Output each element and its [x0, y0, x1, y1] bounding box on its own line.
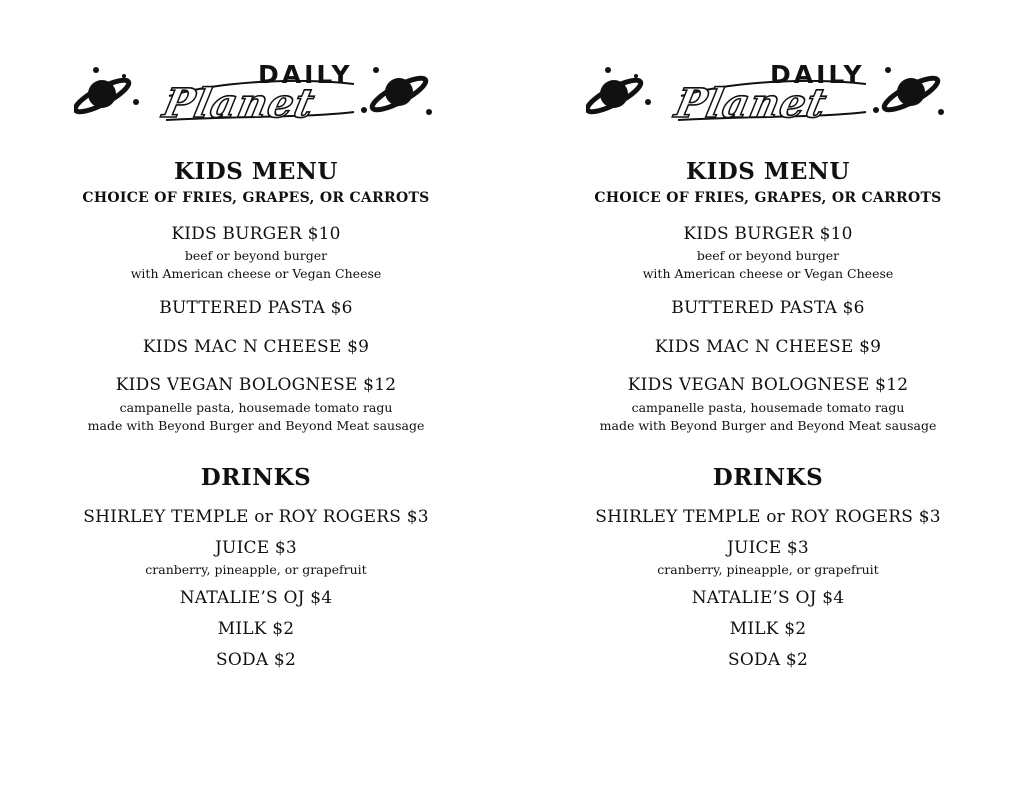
drink-item-shirley-temple: SHIRLEY TEMPLE or ROY ROGERS $3	[83, 507, 429, 527]
drink-item-soda: SODA $2	[216, 650, 296, 670]
drinks-title: DRINKS	[712, 464, 824, 491]
menu-item-desc: with American cheese or Vegan Cheese	[130, 266, 382, 281]
menu-item-desc: campanelle pasta, housemade tomato ragu	[119, 400, 393, 415]
planet-right-icon	[873, 67, 944, 115]
drinks-title: DRINKS	[200, 464, 312, 491]
menu-item-kids-burger: KIDS BURGER $10	[683, 224, 853, 244]
kids-menu-subtitle: CHOICE OF FRIES, GRAPES, OR CARROTS	[82, 190, 430, 206]
drink-item-desc: cranberry, pineapple, or grapefruit	[657, 562, 879, 577]
drink-item-juice: JUICE $3	[215, 538, 297, 558]
menu-item-desc: beef or beyond burger	[184, 248, 328, 263]
menu-panel-right	[558, 0, 978, 791]
menu-panel-left	[46, 0, 466, 791]
kids-menu-title: KIDS MENU	[686, 158, 850, 185]
menu-item-desc: made with Beyond Burger and Beyond Meat sausage	[87, 418, 425, 433]
drink-item-natalies-oj: NATALIE’S OJ $4	[179, 588, 333, 608]
logo-planet-text: Planet	[159, 80, 320, 127]
drink-item-milk: MILK $2	[729, 619, 807, 639]
menu-item-desc: beef or beyond burger	[696, 248, 840, 263]
planet-left-icon	[586, 67, 651, 117]
drink-item-shirley-temple: SHIRLEY TEMPLE or ROY ROGERS $3	[595, 507, 941, 527]
logo-daily-text: DAILY	[258, 60, 353, 89]
kids-menu-subtitle: CHOICE OF FRIES, GRAPES, OR CARROTS	[594, 190, 942, 206]
daily-planet-logo	[74, 58, 444, 130]
menu-item-buttered-pasta: BUTTERED PASTA $6	[671, 298, 865, 318]
drink-item-natalies-oj: NATALIE’S OJ $4	[691, 588, 845, 608]
drink-item-soda: SODA $2	[728, 650, 808, 670]
menu-item-vegan-bolognese: KIDS VEGAN BOLOGNESE $12	[627, 375, 909, 395]
planet-left-icon	[74, 67, 139, 117]
menu-item-kids-burger: KIDS BURGER $10	[171, 224, 341, 244]
planet-right-icon	[361, 67, 432, 115]
menu-item-desc: campanelle pasta, housemade tomato ragu	[631, 400, 905, 415]
drink-item-juice: JUICE $3	[727, 538, 809, 558]
menu-item-desc: with American cheese or Vegan Cheese	[642, 266, 894, 281]
menu-item-desc: made with Beyond Burger and Beyond Meat sausage	[599, 418, 937, 433]
drink-item-milk: MILK $2	[217, 619, 295, 639]
kids-menu-title: KIDS MENU	[174, 158, 338, 185]
daily-planet-logo	[586, 58, 956, 130]
menu-item-mac-n-cheese: KIDS MAC N CHEESE $9	[142, 337, 370, 357]
logo-daily-text: DAILY	[770, 60, 865, 89]
menu-item-buttered-pasta: BUTTERED PASTA $6	[159, 298, 353, 318]
menu-item-mac-n-cheese: KIDS MAC N CHEESE $9	[654, 337, 882, 357]
drink-item-desc: cranberry, pineapple, or grapefruit	[145, 562, 367, 577]
menu-item-vegan-bolognese: KIDS VEGAN BOLOGNESE $12	[115, 375, 397, 395]
logo-planet-text: Planet	[671, 80, 832, 127]
